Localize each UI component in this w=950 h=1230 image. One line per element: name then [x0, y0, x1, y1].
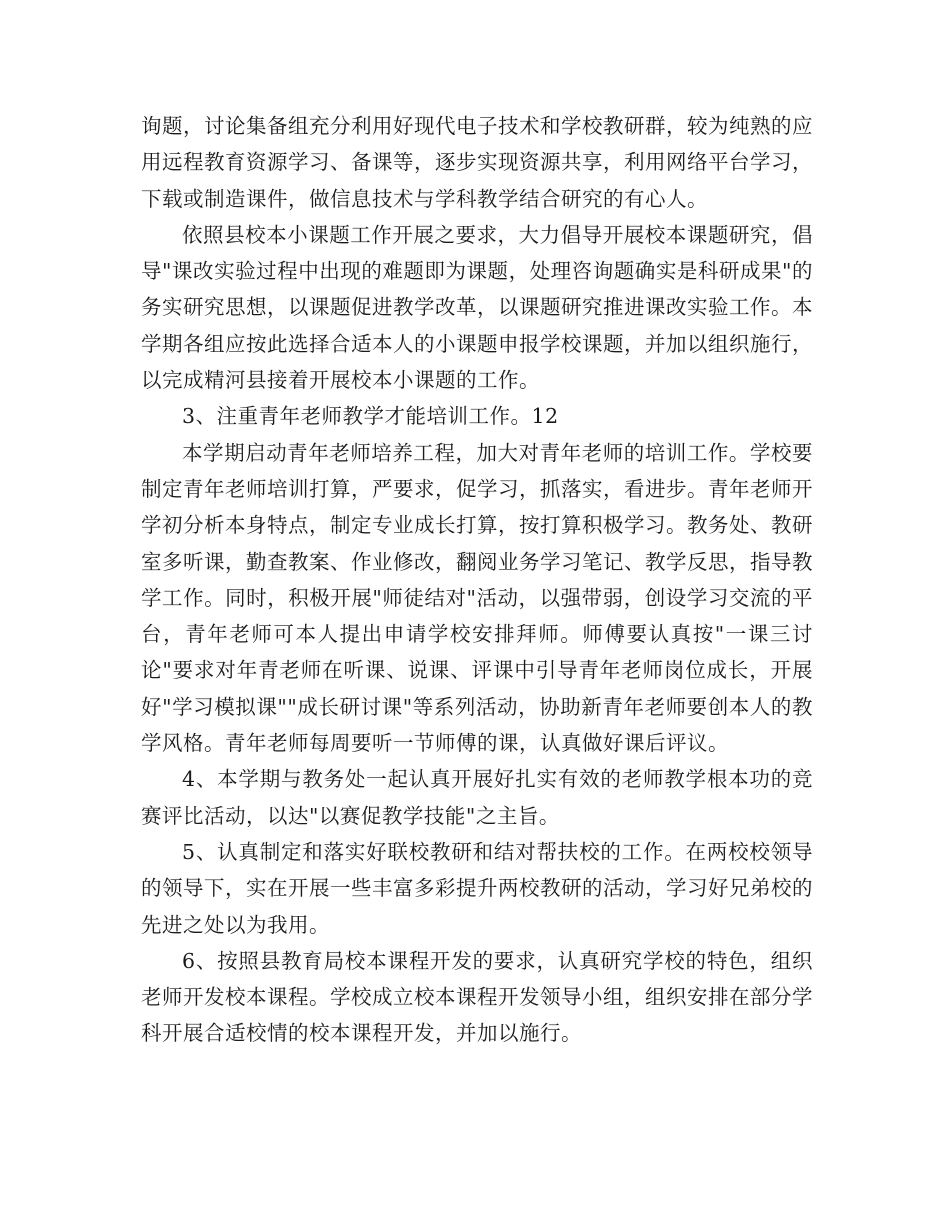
- document-body: [141, 108, 813, 1052]
- paragraph-continuation: 询题，讨论集备组充分利用好现代电子技术和学校教研群，较为纯熟的应用远程教育资源学习、备课等，逐步实现资源共享，利用网络平台学习，下载或制造课件，做信息技术与学科教学结合研究的有心人。: [141, 114, 813, 211]
- paragraph-youth-teacher-program: 本学期启动青年老师培养工程，加大对青年老师的培训工作。学校要制定青年老师培训打算，严要求，促学习，抓落实，看进步。青年老师开学初分析本身特点，制定专业成长打算，按打算积极学习。教务处、教研室多听课，勤查教案、作业修改，翻阅业务学习笔记、教学反思，指导教学工作。同时，积极开展"师徒结对"活动，以强带弱，创设学习交流的平台，青年老师可本人提出申请学校安排拜师。师傅要认真按"一课三讨论"要求对年青老师在听课、说课、评课中引导青年老师岗位成长，开展好"学习模拟课""成长研讨课"等系列活动，协助新青年老师要创本人的教学风格。青年老师每周要听一节师傅的课，认真做好课后评议。: [141, 440, 813, 756]
- paragraph-item-5: 5、认真制定和落实好联校教研和结对帮扶校的工作。在两校校领导的领导下，实在开展一些丰富多彩提升两校教研的活动，学习好兄弟校的先进之处以为我用。: [141, 839, 813, 937]
- paragraph-heading-youth-training: 3、注重青年老师教学才能培训工作。12: [182, 404, 559, 429]
- paragraph-item-6: 6、按照县教育局校本课程开发的要求，认真研究学校的特色，组织老师开发校本课程。学校成立校本课程开发领导小组，组织安排在部分学科开展合适校情的校本课程开发，并加以施行。: [141, 948, 813, 1046]
- paragraph-small-topic-research: 依照县校本小课题工作开展之要求，大力倡导开展校本课题研究，倡导"课改实验过程中出现的难题即为课题，处理咨询题确实是科研成果"的务实研究思想，以课题促进教学改革，以课题研究推进课改实验工作。本学期各组应按此选择合适本人的小课题申报学校课题，并加以组织施行，以完成精河县接着开展校本小课题的工作。: [141, 222, 813, 393]
- paragraph-item-4: 4、本学期与教务处一起认真开展好扎实有效的老师教学根本功的竞赛评比活动，以达"以赛促教学技能"之主旨。: [141, 767, 813, 828]
